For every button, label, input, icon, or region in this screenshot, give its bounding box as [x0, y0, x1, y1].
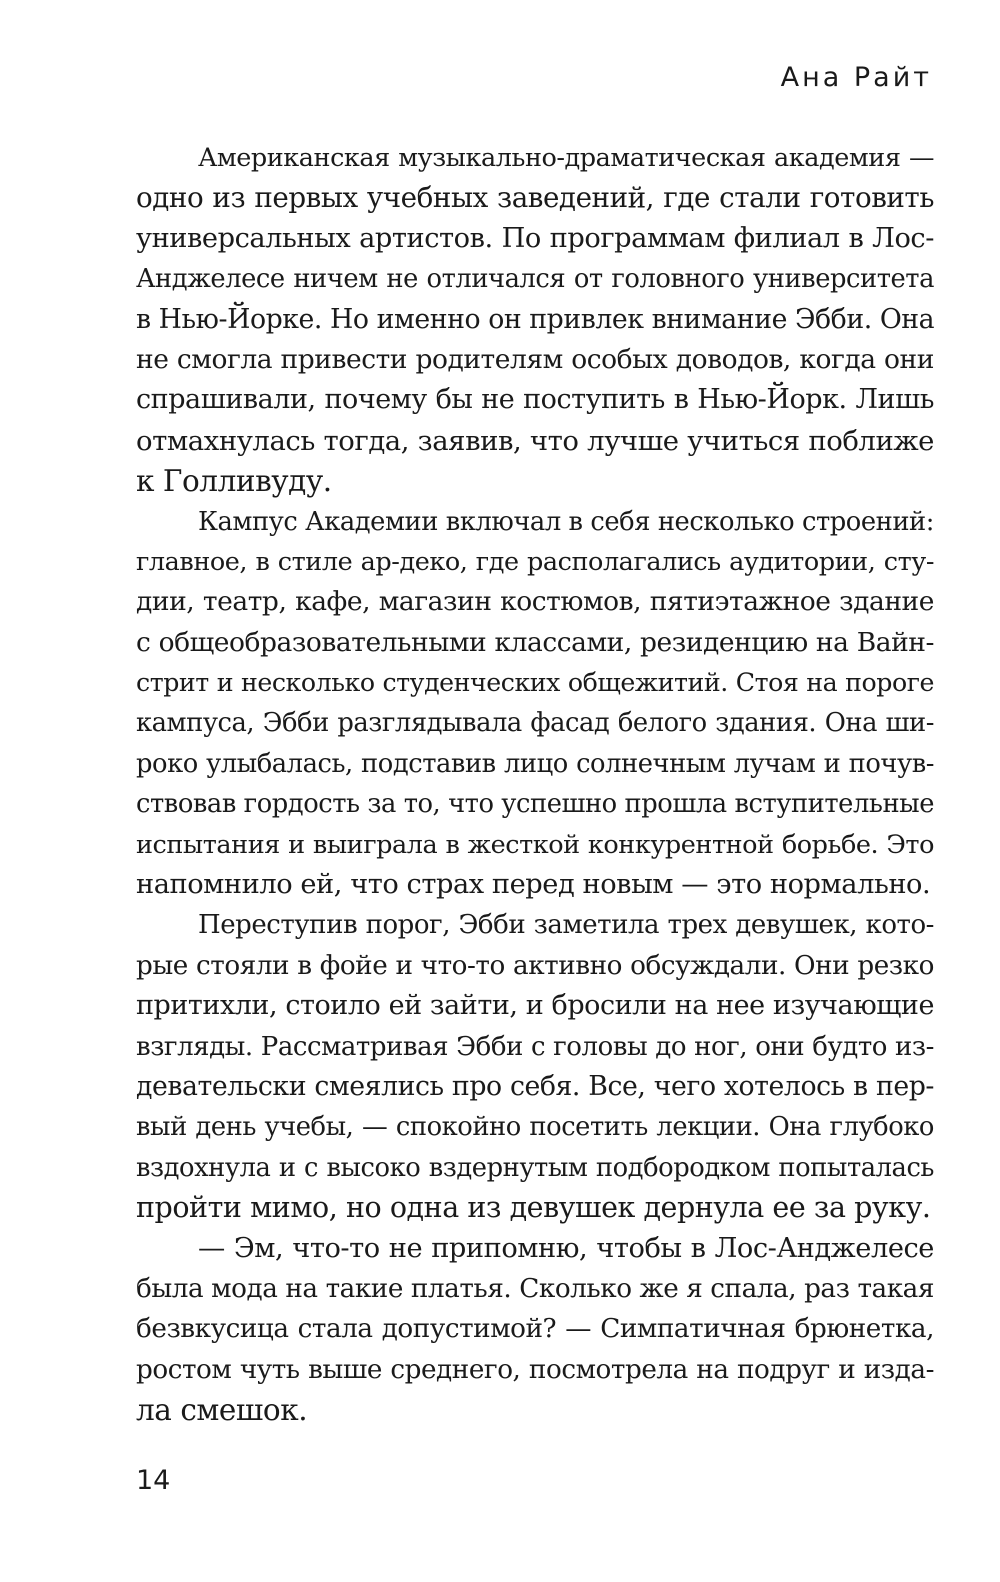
text-line: Кампус Академии включал в себя несколько строений:: [198, 506, 934, 537]
text-line: отмахнулась тогда, заявив, что лучше учиться поближе: [136, 424, 934, 457]
text-line: ствовав гордость за то, что успешно прошла вступительные: [136, 789, 934, 820]
page-number: 14: [136, 1465, 171, 1496]
text-line: Переступив порог, Эбби заметила трех девушек, кото-: [198, 910, 934, 941]
text-line: Анджелесе ничем не отличался от головного университета: [136, 264, 934, 295]
text-line: универсальных артистов. По программам филиал в Лос-: [136, 222, 934, 254]
text-line: безвкусица стала допустимой? — Симпатичная брюнетка,: [136, 1314, 934, 1345]
text-line: Американская музыкально-драматическая академия —: [198, 143, 934, 173]
text-line: рые стояли в фойе и что-то активно обсуждали. Они резко: [136, 950, 934, 981]
text-line: пройти мимо, но одна из девушек дернула ее за руку.: [136, 1191, 931, 1225]
text-line: спрашивали, почему бы не поступить в Нью-Йорк. Лишь: [136, 384, 934, 416]
text-line: к Голливуду.: [136, 464, 332, 499]
text-line: стрит и несколько студенческих общежитий. Стоя на пороге: [136, 668, 934, 698]
text-line: кампуса, Эбби разглядывала фасад белого здания. Она ши-: [136, 708, 934, 739]
text-line: одно из первых учебных заведений, где стали готовить: [136, 181, 934, 215]
text-line: роко улыбалась, подставив лицо солнечным лучам и почув-: [136, 748, 934, 779]
text-line: с общеобразовательными классами, резиденцию на Вайн-: [136, 626, 934, 658]
text-line: главное, в стиле ар-деко, где располагались аудитории, сту-: [136, 546, 934, 577]
text-line: в Нью-Йорке. Но именно он привлек внимание Эбби. Она: [136, 303, 935, 335]
text-line: ростом чуть выше среднего, посмотрела на подруг и изда-: [136, 1354, 934, 1385]
text-line: не смогла привести родителям особых доводов, когда они: [136, 343, 934, 375]
text-line: была мода на такие платья. Сколько же я спала, раз такая: [136, 1273, 934, 1304]
body-text: [136, 138, 934, 1431]
text-line: девательски смеялись про себя. Все, чего хотелось в пер-: [136, 1070, 934, 1102]
text-line: вый день учебы, — спокойно посетить лекции. Она глубоко: [136, 1112, 934, 1143]
text-line: вздохнула и с высоко вздернутым подбородком попыталась: [136, 1152, 934, 1183]
text-line: ла смешок.: [136, 1393, 308, 1428]
text-line: испытания и выиграла в жесткой конкурентной борьбе. Это: [136, 829, 934, 860]
text-line: — Эм, что-то не припомню, чтобы в Лос-Анджелесе: [198, 1232, 934, 1264]
text-line: взгляды. Рассматривая Эбби с головы до ног, они будто из-: [136, 1031, 934, 1062]
text-line: напомнило ей, что страх перед новым — это нормально.: [136, 869, 931, 901]
text-line: дии, театр, кафе, магазин костюмов, пятиэтажное здание: [136, 586, 934, 618]
running-header-author: Ана Райт: [780, 62, 932, 93]
text-line: притихли, стоило ей зайти, и бросили на нее изучающие: [136, 990, 934, 1022]
